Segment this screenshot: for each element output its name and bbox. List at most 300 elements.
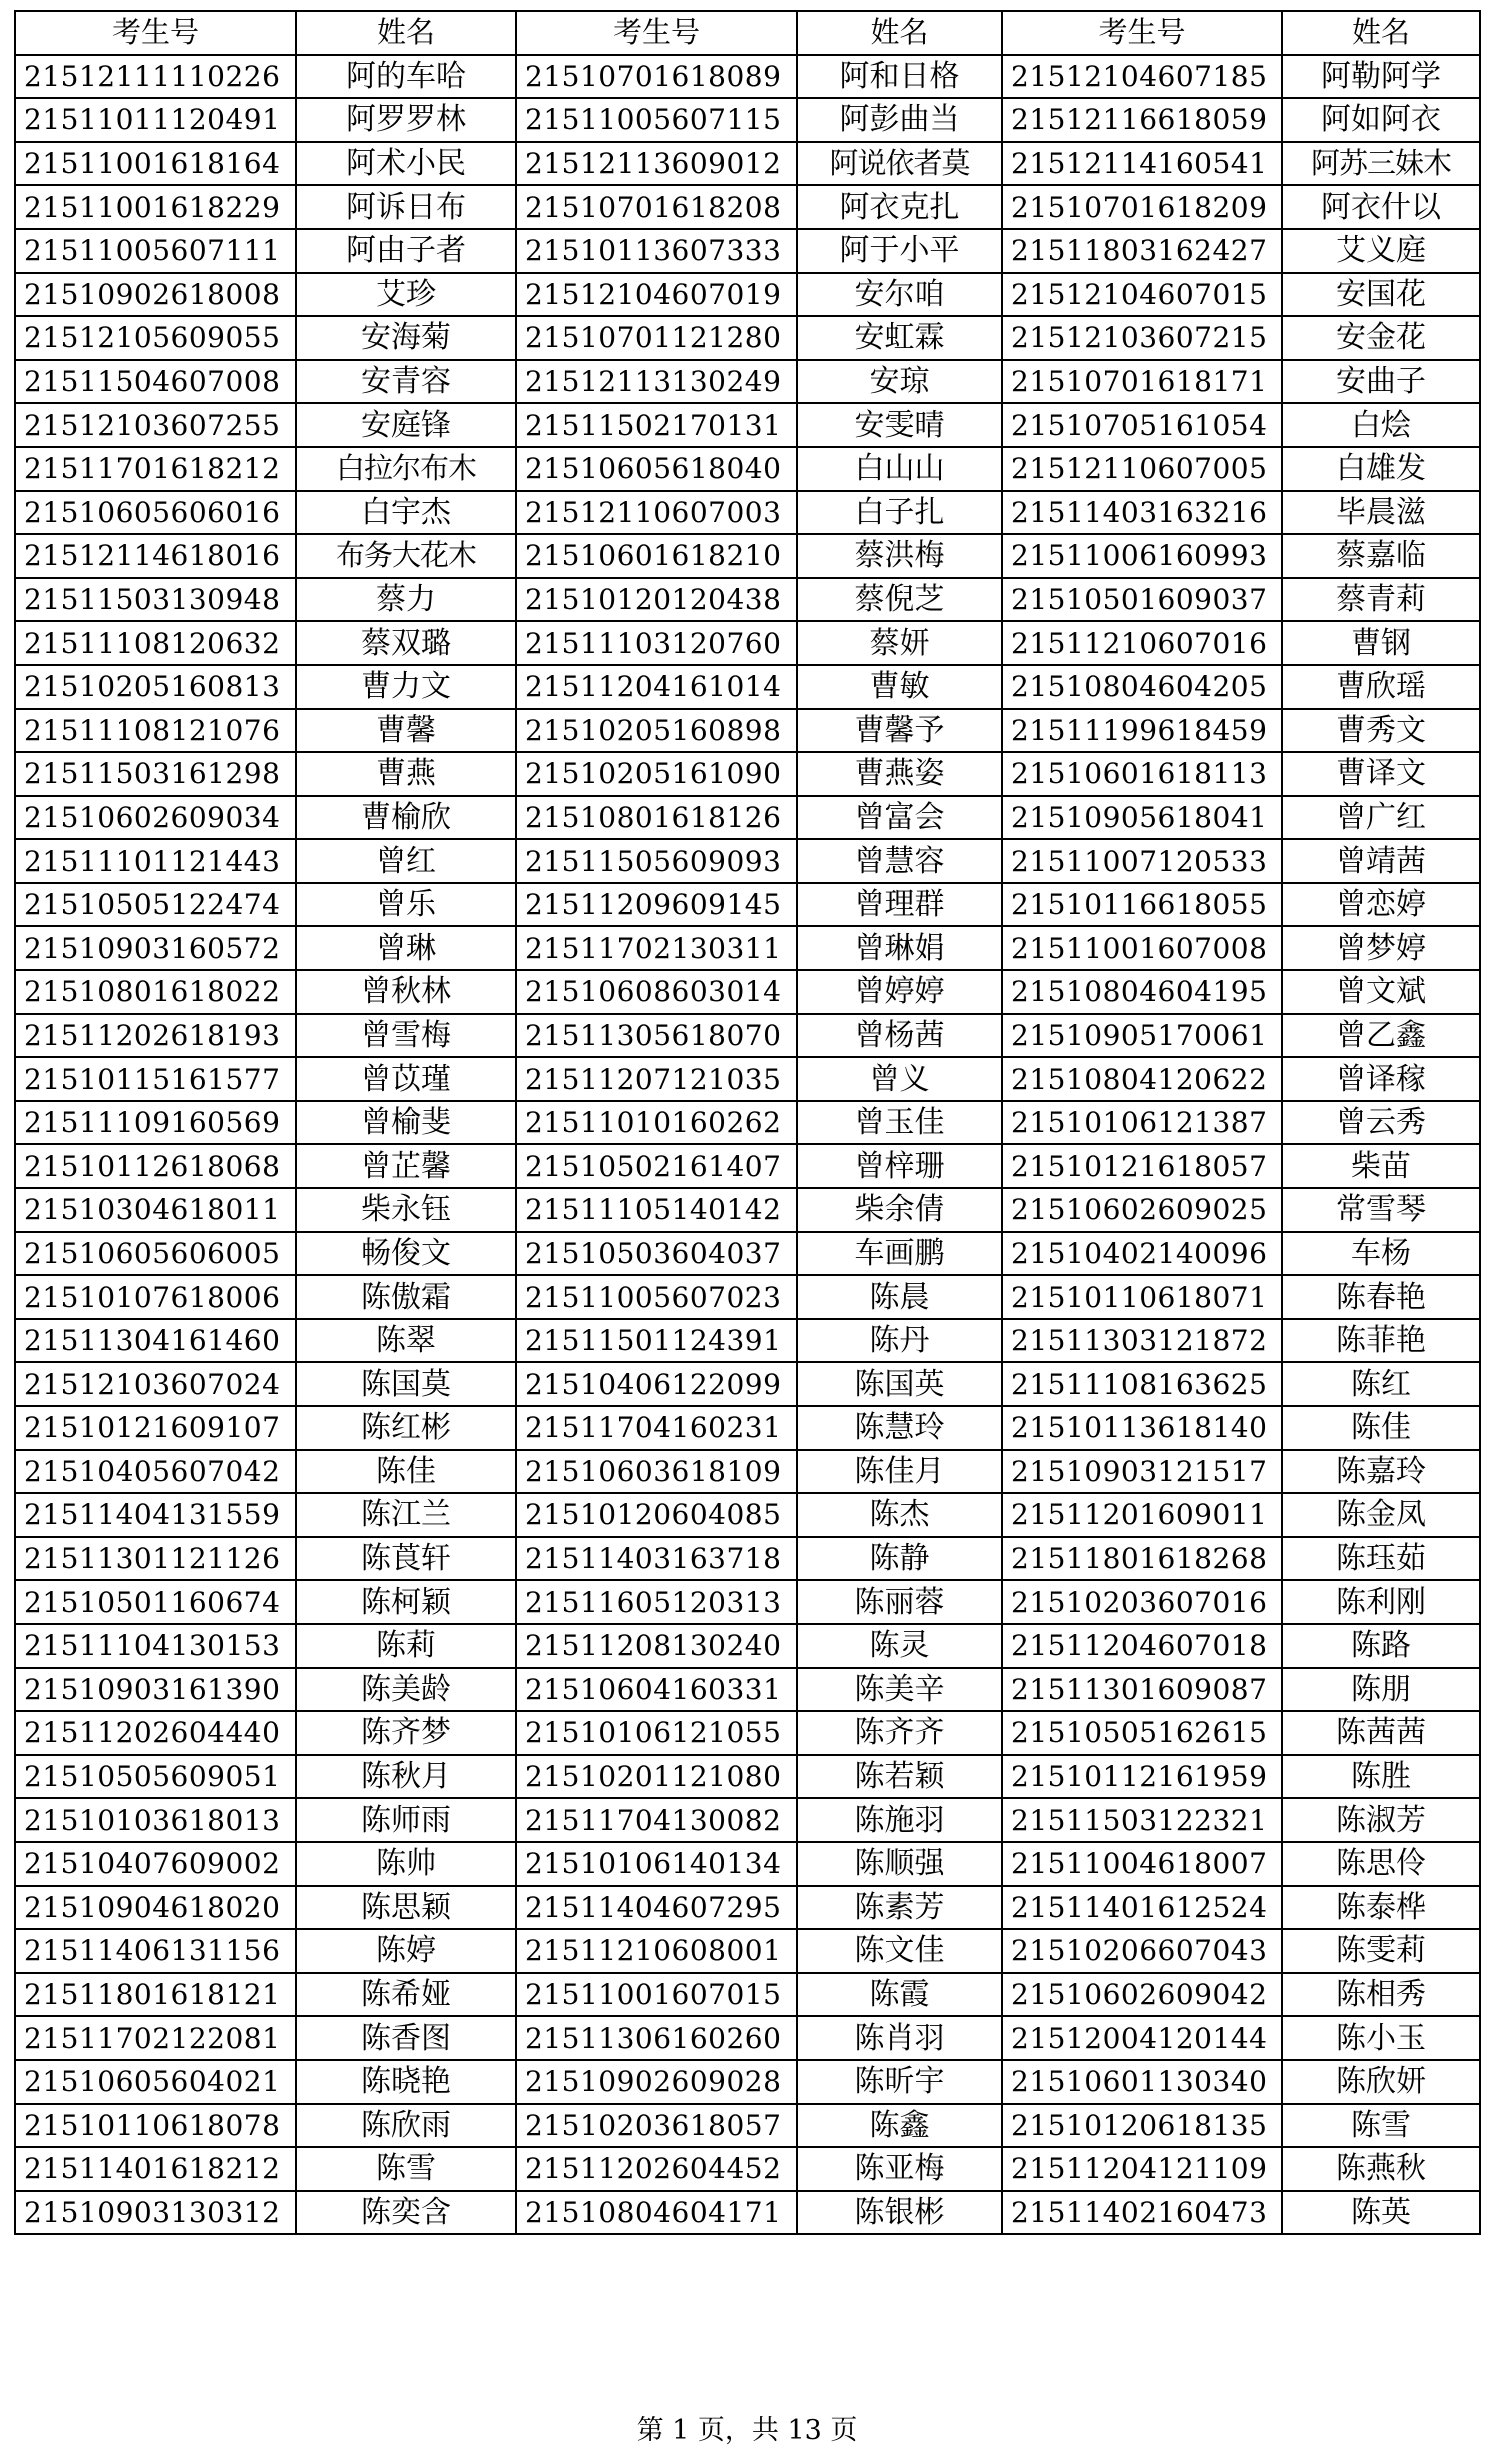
table-row — [15, 1886, 1480, 1930]
candidate-name-cell: 陈静 — [797, 1537, 1002, 1581]
candidate-id-cell: 21511505609093 — [516, 839, 797, 883]
candidate-name-cell: 畅俊文 — [296, 1232, 516, 1276]
candidate-id-cell: 21512105609055 — [15, 316, 296, 360]
candidate-id-cell: 21510904618020 — [15, 1886, 296, 1930]
candidate-name-cell: 陈红 — [1282, 1362, 1480, 1406]
candidate-id-cell: 21510801618126 — [516, 796, 797, 840]
candidate-name-cell: 曾义 — [797, 1057, 1002, 1101]
candidate-name-cell: 陈雪 — [1282, 2104, 1480, 2148]
candidate-id-cell: 21511605120313 — [516, 1580, 797, 1624]
candidate-name-cell: 曾玉佳 — [797, 1101, 1002, 1145]
candidate-id-cell: 21511503161298 — [15, 752, 296, 796]
candidate-name-cell: 陈小玉 — [1282, 2016, 1480, 2060]
candidate-id-cell: 21511501124391 — [516, 1319, 797, 1363]
candidate-id-cell: 21511005607023 — [516, 1275, 797, 1319]
candidate-id-cell: 21510505122474 — [15, 883, 296, 927]
table-row — [15, 1144, 1480, 1188]
candidate-name-cell: 白宇杰 — [296, 491, 516, 535]
candidate-id-cell: 21511702130311 — [516, 926, 797, 970]
candidate-name-cell: 陈奕含 — [296, 2191, 516, 2235]
table-row — [15, 665, 1480, 709]
candidate-name-cell: 陈燕秋 — [1282, 2147, 1480, 2191]
candidate-name-cell: 曾苡瑾 — [296, 1057, 516, 1101]
candidate-name-cell: 陈菲艳 — [1282, 1319, 1480, 1363]
candidate-name-cell: 阿彭曲当 — [797, 98, 1002, 142]
candidate-id-cell: 21510602609025 — [1002, 1188, 1282, 1232]
candidate-id-cell: 21510701618208 — [516, 185, 797, 229]
candidate-name-cell: 曾富会 — [797, 796, 1002, 840]
candidate-id-cell: 21512110607005 — [1002, 447, 1282, 491]
table-row — [15, 1624, 1480, 1668]
candidate-name-cell: 布务大花木 — [296, 534, 516, 578]
table-row — [15, 2016, 1480, 2060]
candidate-id-cell: 21511210607016 — [1002, 621, 1282, 665]
candidate-id-cell: 21511108120632 — [15, 621, 296, 665]
candidate-id-cell: 21511208130240 — [516, 1624, 797, 1668]
candidate-name-cell: 安青容 — [296, 360, 516, 404]
candidate-name-cell: 曹燕姿 — [797, 752, 1002, 796]
candidate-id-cell: 21510112161959 — [1002, 1755, 1282, 1799]
candidate-name-cell: 曹译文 — [1282, 752, 1480, 796]
candidate-name-cell: 陈晨 — [797, 1275, 1002, 1319]
table-row — [15, 403, 1480, 447]
table-row — [15, 752, 1480, 796]
table-row — [15, 796, 1480, 840]
candidate-id-cell: 21510902618008 — [15, 273, 296, 317]
candidate-name-cell: 阿罗罗林 — [296, 98, 516, 142]
table-row — [15, 1668, 1480, 1712]
candidate-name-cell: 曾榆斐 — [296, 1101, 516, 1145]
candidate-name-cell: 陈美辛 — [797, 1668, 1002, 1712]
candidate-name-cell: 蔡力 — [296, 578, 516, 622]
candidate-id-cell: 21510701121280 — [516, 316, 797, 360]
candidate-id-cell: 21511404131559 — [15, 1493, 296, 1537]
candidate-id-cell: 21510121618057 — [1002, 1144, 1282, 1188]
candidate-name-cell: 安雯晴 — [797, 403, 1002, 447]
candidate-id-cell: 21512111110226 — [15, 55, 296, 99]
candidate-id-cell: 21510804604171 — [516, 2191, 797, 2235]
table-row — [15, 229, 1480, 273]
candidate-id-cell: 21511801618268 — [1002, 1537, 1282, 1581]
candidate-name-cell: 常雪琴 — [1282, 1188, 1480, 1232]
candidate-name-cell: 曾乐 — [296, 883, 516, 927]
candidate-id-cell: 21510604160331 — [516, 1668, 797, 1712]
candidate-name-cell: 陈雯莉 — [1282, 1929, 1480, 1973]
candidate-id-cell: 21511005607111 — [15, 229, 296, 273]
candidate-name-cell: 陈路 — [1282, 1624, 1480, 1668]
table-row — [15, 926, 1480, 970]
candidate-name-cell: 曹馨予 — [797, 709, 1002, 753]
header-name-1: 姓名 — [296, 11, 516, 55]
table-row — [15, 1973, 1480, 2017]
candidate-name-cell: 曾译稼 — [1282, 1057, 1480, 1101]
candidate-name-cell: 阿如阿衣 — [1282, 98, 1480, 142]
candidate-name-cell: 阿衣什以 — [1282, 185, 1480, 229]
table-row — [15, 98, 1480, 142]
table-row — [15, 621, 1480, 665]
candidate-id-cell: 21511105140142 — [516, 1188, 797, 1232]
candidate-id-cell: 21510701618171 — [1002, 360, 1282, 404]
candidate-id-cell: 21511001618229 — [15, 185, 296, 229]
candidate-name-cell: 蔡双璐 — [296, 621, 516, 665]
candidate-name-cell: 曾理群 — [797, 883, 1002, 927]
candidate-name-cell: 陈红彬 — [296, 1406, 516, 1450]
header-candidate-id-1: 考生号 — [15, 11, 296, 55]
candidate-id-cell: 21510402140096 — [1002, 1232, 1282, 1276]
candidate-name-cell: 陈珏茹 — [1282, 1537, 1480, 1581]
candidate-name-cell: 曹欣瑶 — [1282, 665, 1480, 709]
candidate-name-cell: 阿说依者莫 — [797, 142, 1002, 186]
candidate-id-cell: 21510903161390 — [15, 1668, 296, 1712]
candidate-id-cell: 21510801618022 — [15, 970, 296, 1014]
candidate-name-cell: 陈淑芳 — [1282, 1798, 1480, 1842]
candidate-id-cell: 21511301609087 — [1002, 1668, 1282, 1712]
candidate-id-cell: 21510406122099 — [516, 1362, 797, 1406]
candidate-name-cell: 曾琳娟 — [797, 926, 1002, 970]
candidate-id-cell: 21511403163216 — [1002, 491, 1282, 535]
candidate-name-cell: 陈思伶 — [1282, 1842, 1480, 1886]
candidate-id-cell: 21511202604440 — [15, 1711, 296, 1755]
candidate-name-cell: 陈若颖 — [797, 1755, 1002, 1799]
candidate-name-cell: 陈晓艳 — [296, 2060, 516, 2104]
candidate-id-cell: 21511010160262 — [516, 1101, 797, 1145]
candidate-id-cell: 21511204607018 — [1002, 1624, 1282, 1668]
candidate-name-cell: 陈昕宇 — [797, 2060, 1002, 2104]
candidate-name-cell: 安虹霖 — [797, 316, 1002, 360]
candidate-name-cell: 安尔咱 — [797, 273, 1002, 317]
candidate-id-cell: 21510205161090 — [516, 752, 797, 796]
candidate-id-cell: 21512116618059 — [1002, 98, 1282, 142]
candidate-id-cell: 21510902609028 — [516, 2060, 797, 2104]
candidate-name-cell: 陈泰桦 — [1282, 1886, 1480, 1930]
candidate-name-cell: 陈婷 — [296, 1929, 516, 1973]
table-row — [15, 1450, 1480, 1494]
candidate-name-cell: 陈齐齐 — [797, 1711, 1002, 1755]
table-row — [15, 491, 1480, 535]
candidate-name-cell: 蔡青莉 — [1282, 578, 1480, 622]
table-row — [15, 1711, 1480, 1755]
candidate-name-cell: 曹榆欣 — [296, 796, 516, 840]
candidate-id-cell: 21511303121872 — [1002, 1319, 1282, 1363]
candidate-name-cell: 阿由子者 — [296, 229, 516, 273]
candidate-id-cell: 21511201609011 — [1002, 1493, 1282, 1537]
candidate-id-cell: 21511305618070 — [516, 1014, 797, 1058]
table-row — [15, 1362, 1480, 1406]
candidate-id-cell: 21511011120491 — [15, 98, 296, 142]
candidate-name-cell: 陈银彬 — [797, 2191, 1002, 2235]
table-row — [15, 1798, 1480, 1842]
candidate-id-cell: 21511502170131 — [516, 403, 797, 447]
candidate-id-cell: 21512103607255 — [15, 403, 296, 447]
candidate-id-cell: 21511503122321 — [1002, 1798, 1282, 1842]
candidate-id-cell: 21511403163718 — [516, 1537, 797, 1581]
candidate-name-cell: 安曲子 — [1282, 360, 1480, 404]
table-row — [15, 578, 1480, 622]
candidate-id-cell: 21511402160473 — [1002, 2191, 1282, 2235]
candidate-id-cell: 21510605618040 — [516, 447, 797, 491]
candidate-table — [14, 10, 1481, 2235]
candidate-name-cell: 白烩 — [1282, 403, 1480, 447]
candidate-name-cell: 陈欣雨 — [296, 2104, 516, 2148]
candidate-name-cell: 陈雪 — [296, 2147, 516, 2191]
candidate-name-cell: 陈亚梅 — [797, 2147, 1002, 2191]
candidate-id-cell: 21510113607333 — [516, 229, 797, 273]
table-row — [15, 1406, 1480, 1450]
candidate-name-cell: 陈胜 — [1282, 1755, 1480, 1799]
candidate-name-cell: 曾杨茜 — [797, 1014, 1002, 1058]
candidate-name-cell: 陈素芳 — [797, 1886, 1002, 1930]
candidate-name-cell: 陈灵 — [797, 1624, 1002, 1668]
candidate-id-cell: 21510120604085 — [516, 1493, 797, 1537]
candidate-name-cell: 阿和日格 — [797, 55, 1002, 99]
candidate-id-cell: 21511005607115 — [516, 98, 797, 142]
table-row — [15, 1537, 1480, 1581]
candidate-id-cell: 21510501160674 — [15, 1580, 296, 1624]
candidate-id-cell: 21510505162615 — [1002, 1711, 1282, 1755]
candidate-name-cell: 白雄发 — [1282, 447, 1480, 491]
candidate-id-cell: 21510601618210 — [516, 534, 797, 578]
candidate-name-cell: 陈佳月 — [797, 1450, 1002, 1494]
candidate-id-cell: 21510804604205 — [1002, 665, 1282, 709]
table-row — [15, 534, 1480, 578]
candidate-id-cell: 21511108121076 — [15, 709, 296, 753]
candidate-id-cell: 21510701618089 — [516, 55, 797, 99]
candidate-name-cell: 柴永钰 — [296, 1188, 516, 1232]
candidate-id-cell: 21510107618006 — [15, 1275, 296, 1319]
candidate-id-cell: 21510120618135 — [1002, 2104, 1282, 2148]
candidate-name-cell: 陈慧玲 — [797, 1406, 1002, 1450]
candidate-name-cell: 曾婷婷 — [797, 970, 1002, 1014]
table-row — [15, 1101, 1480, 1145]
candidate-name-cell: 曹敏 — [797, 665, 1002, 709]
candidate-name-cell: 艾义庭 — [1282, 229, 1480, 273]
table-row — [15, 2191, 1480, 2235]
candidate-id-cell: 21510106121055 — [516, 1711, 797, 1755]
candidate-name-cell: 曹秀文 — [1282, 709, 1480, 753]
candidate-id-cell: 21511401612524 — [1002, 1886, 1282, 1930]
table-row — [15, 1493, 1480, 1537]
candidate-id-cell: 21510103618013 — [15, 1798, 296, 1842]
candidate-id-cell: 21511104130153 — [15, 1624, 296, 1668]
candidate-name-cell: 陈丽蓉 — [797, 1580, 1002, 1624]
candidate-name-cell: 安金花 — [1282, 316, 1480, 360]
candidate-name-cell: 陈美龄 — [296, 1668, 516, 1712]
table-row — [15, 1014, 1480, 1058]
candidate-id-cell: 21510505609051 — [15, 1755, 296, 1799]
candidate-id-cell: 21512110607003 — [516, 491, 797, 535]
candidate-id-cell: 21510203607016 — [1002, 1580, 1282, 1624]
header-row — [15, 11, 1480, 55]
candidate-id-cell: 21511001607015 — [516, 1973, 797, 2017]
candidate-id-cell: 21511504607008 — [15, 360, 296, 404]
candidate-id-cell: 21511108163625 — [1002, 1362, 1282, 1406]
table-row — [15, 273, 1480, 317]
candidate-name-cell: 陈佳 — [1282, 1406, 1480, 1450]
candidate-id-cell: 21511109160569 — [15, 1101, 296, 1145]
candidate-id-cell: 21510503604037 — [516, 1232, 797, 1276]
candidate-id-cell: 21510905618041 — [1002, 796, 1282, 840]
candidate-name-cell: 陈杰 — [797, 1493, 1002, 1537]
header-candidate-id-2: 考生号 — [516, 11, 797, 55]
candidate-name-cell: 曾乙鑫 — [1282, 1014, 1480, 1058]
table-row — [15, 1275, 1480, 1319]
candidate-id-cell: 21511001607008 — [1002, 926, 1282, 970]
page-footer: 第 1 页，共 13 页 — [636, 2415, 858, 2446]
table-row — [15, 970, 1480, 1014]
candidate-name-cell: 陈利刚 — [1282, 1580, 1480, 1624]
candidate-name-cell: 曹力文 — [296, 665, 516, 709]
candidate-id-cell: 21511001618164 — [15, 142, 296, 186]
candidate-name-cell: 陈鑫 — [797, 2104, 1002, 2148]
candidate-name-cell: 曹馨 — [296, 709, 516, 753]
table-row — [15, 1929, 1480, 1973]
candidate-id-cell: 21512104607019 — [516, 273, 797, 317]
candidate-name-cell: 陈佳 — [296, 1450, 516, 1494]
candidate-id-cell: 21511209609145 — [516, 883, 797, 927]
candidate-id-cell: 21511199618459 — [1002, 709, 1282, 753]
candidate-id-cell: 21510605606016 — [15, 491, 296, 535]
table-row — [15, 2060, 1480, 2104]
candidate-id-cell: 21510603618109 — [516, 1450, 797, 1494]
candidate-id-cell: 21510407609002 — [15, 1842, 296, 1886]
candidate-name-cell: 陈肖羽 — [797, 2016, 1002, 2060]
candidate-id-cell: 21511401618212 — [15, 2147, 296, 2191]
candidate-id-cell: 21510804604195 — [1002, 970, 1282, 1014]
candidate-name-cell: 陈秋月 — [296, 1755, 516, 1799]
table-row — [15, 1755, 1480, 1799]
candidate-id-cell: 21510705161054 — [1002, 403, 1282, 447]
table-row — [15, 839, 1480, 883]
candidate-name-cell: 陈丹 — [797, 1319, 1002, 1363]
candidate-name-cell: 柴余倩 — [797, 1188, 1002, 1232]
candidate-id-cell: 21511801618121 — [15, 1973, 296, 2017]
candidate-id-cell: 21510605604021 — [15, 2060, 296, 2104]
candidate-id-cell: 21511702122081 — [15, 2016, 296, 2060]
candidate-id-cell: 21511004618007 — [1002, 1842, 1282, 1886]
candidate-name-cell: 曾秋林 — [296, 970, 516, 1014]
candidate-name-cell: 曾恋婷 — [1282, 883, 1480, 927]
candidate-id-cell: 21510120120438 — [516, 578, 797, 622]
candidate-name-cell: 柴苗 — [1282, 1144, 1480, 1188]
candidate-id-cell: 21510113618140 — [1002, 1406, 1282, 1450]
candidate-id-cell: 21512103607024 — [15, 1362, 296, 1406]
table-row — [15, 1188, 1480, 1232]
table-row — [15, 2147, 1480, 2191]
candidate-id-cell: 21510602609034 — [15, 796, 296, 840]
candidate-id-cell: 21510501609037 — [1002, 578, 1282, 622]
candidate-id-cell: 21510205160898 — [516, 709, 797, 753]
table-row — [15, 709, 1480, 753]
table-row — [15, 55, 1480, 99]
candidate-name-cell: 陈金凤 — [1282, 1493, 1480, 1537]
candidate-name-cell: 曾文斌 — [1282, 970, 1480, 1014]
candidate-name-cell: 蔡倪芝 — [797, 578, 1002, 622]
candidate-id-cell: 21511101121443 — [15, 839, 296, 883]
candidate-name-cell: 陈霞 — [797, 1973, 1002, 2017]
candidate-name-cell: 曾梦婷 — [1282, 926, 1480, 970]
table-row — [15, 185, 1480, 229]
candidate-id-cell: 21512114618016 — [15, 534, 296, 578]
candidate-id-cell: 21511202618193 — [15, 1014, 296, 1058]
candidate-id-cell: 21511704160231 — [516, 1406, 797, 1450]
candidate-name-cell: 陈希娅 — [296, 1973, 516, 2017]
candidate-name-cell: 陈相秀 — [1282, 1973, 1480, 2017]
candidate-name-cell: 陈顺强 — [797, 1842, 1002, 1886]
candidate-name-cell: 曾梓珊 — [797, 1144, 1002, 1188]
candidate-name-cell: 曾芷馨 — [296, 1144, 516, 1188]
candidate-id-cell: 21510115161577 — [15, 1057, 296, 1101]
candidate-name-cell: 阿的车哈 — [296, 55, 516, 99]
candidate-name-cell: 蔡嘉临 — [1282, 534, 1480, 578]
candidate-id-cell: 21510804120622 — [1002, 1057, 1282, 1101]
candidate-id-cell: 21511701618212 — [15, 447, 296, 491]
candidate-name-cell: 曾广红 — [1282, 796, 1480, 840]
candidate-id-cell: 21511404607295 — [516, 1886, 797, 1930]
candidate-name-cell: 陈香图 — [296, 2016, 516, 2060]
table-row — [15, 447, 1480, 491]
candidate-name-cell: 白山山 — [797, 447, 1002, 491]
candidate-name-cell: 陈茜茜 — [1282, 1711, 1480, 1755]
candidate-name-cell: 阿衣克扎 — [797, 185, 1002, 229]
candidate-id-cell: 21511503130948 — [15, 578, 296, 622]
candidate-name-cell: 阿苏三妹木 — [1282, 142, 1480, 186]
candidate-id-cell: 21512104607185 — [1002, 55, 1282, 99]
candidate-name-cell: 陈欣妍 — [1282, 2060, 1480, 2104]
candidate-name-cell: 蔡妍 — [797, 621, 1002, 665]
candidate-id-cell: 21510602609042 — [1002, 1973, 1282, 2017]
candidate-id-cell: 21511007120533 — [1002, 839, 1282, 883]
candidate-id-cell: 21511406131156 — [15, 1929, 296, 1973]
candidate-name-cell: 曾琳 — [296, 926, 516, 970]
candidate-name-cell: 白子扎 — [797, 491, 1002, 535]
table-row — [15, 1580, 1480, 1624]
candidate-id-cell: 21510106140134 — [516, 1842, 797, 1886]
header-name-3: 姓名 — [1282, 11, 1480, 55]
candidate-id-cell: 21512103607215 — [1002, 316, 1282, 360]
candidate-id-cell: 21510601130340 — [1002, 2060, 1282, 2104]
candidate-name-cell: 毕晨滋 — [1282, 491, 1480, 535]
candidate-id-cell: 21510903130312 — [15, 2191, 296, 2235]
candidate-name-cell: 陈莨轩 — [296, 1537, 516, 1581]
candidate-name-cell: 曾慧容 — [797, 839, 1002, 883]
table-row — [15, 883, 1480, 927]
candidate-name-cell: 陈国莫 — [296, 1362, 516, 1406]
candidate-id-cell: 21512113130249 — [516, 360, 797, 404]
candidate-id-cell: 21510502161407 — [516, 1144, 797, 1188]
candidate-id-cell: 21510110618078 — [15, 2104, 296, 2148]
header-name-2: 姓名 — [797, 11, 1002, 55]
table-row — [15, 1319, 1480, 1363]
candidate-id-cell: 21510203618057 — [516, 2104, 797, 2148]
candidate-name-cell: 陈翠 — [296, 1319, 516, 1363]
table-row — [15, 142, 1480, 186]
candidate-id-cell: 21511006160993 — [1002, 534, 1282, 578]
candidate-name-cell: 安琼 — [797, 360, 1002, 404]
candidate-name-cell: 车杨 — [1282, 1232, 1480, 1276]
candidate-id-cell: 21512113609012 — [516, 142, 797, 186]
candidate-id-cell: 21510905170061 — [1002, 1014, 1282, 1058]
candidate-id-cell: 21510605606005 — [15, 1232, 296, 1276]
candidate-id-cell: 21510201121080 — [516, 1755, 797, 1799]
candidate-name-cell: 曾云秀 — [1282, 1101, 1480, 1145]
candidate-id-cell: 21511704130082 — [516, 1798, 797, 1842]
candidate-name-cell: 阿勒阿学 — [1282, 55, 1480, 99]
candidate-name-cell: 陈嘉玲 — [1282, 1450, 1480, 1494]
candidate-name-cell: 陈莉 — [296, 1624, 516, 1668]
candidate-id-cell: 21512104607015 — [1002, 273, 1282, 317]
candidate-id-cell: 21512114160541 — [1002, 142, 1282, 186]
candidate-name-cell: 陈英 — [1282, 2191, 1480, 2235]
